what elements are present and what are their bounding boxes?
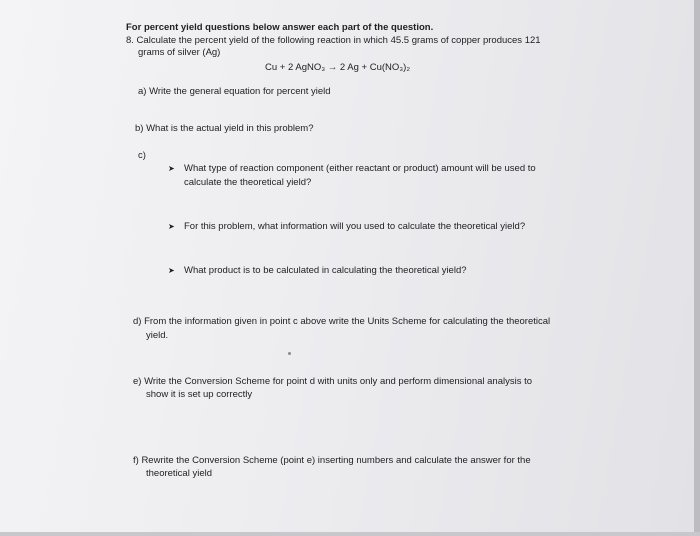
- stray-mark: [288, 352, 291, 355]
- question-c3: What product is to be calculated in calculating the theoretical yield?: [184, 265, 467, 276]
- question-e-line-1: e) Write the Conversion Scheme for point d with units only and perform dimensional analysis to: [133, 376, 533, 387]
- arrowhead-bullet-icon: ➤: [168, 222, 175, 231]
- page-bottom-edge: [0, 532, 700, 536]
- question-d-line-2: yield.: [146, 330, 169, 341]
- arrowhead-bullet-icon: ➤: [168, 266, 175, 275]
- question-b: b) What is the actual yield in this problem?: [135, 123, 314, 134]
- reaction-equation: Cu + 2 AgNO₃ → 2 Ag + Cu(NO₃)₂: [265, 62, 411, 73]
- page-edge-shadow: [694, 0, 700, 536]
- question-e-line-2: show it is set up correctly: [146, 389, 253, 400]
- arrowhead-bullet-icon: ➤: [168, 164, 175, 173]
- problem-line-2: grams of silver (Ag): [138, 47, 221, 58]
- question-f-line-1: f) Rewrite the Conversion Scheme (point e) inserting numbers and calculate the answer for the: [133, 455, 531, 466]
- heading: For percent yield questions below answer each part of the question.: [126, 22, 434, 33]
- question-d-line-1: d) From the information given in point c above write the Units Scheme for calculating the theoretical: [133, 316, 551, 327]
- question-c-label: c): [138, 150, 146, 161]
- question-c1-line-2: calculate the theoretical yield?: [184, 177, 312, 188]
- question-c2: For this problem, what information will you used to calculate the theoretical yield?: [184, 221, 526, 232]
- problem-line-1: 8. Calculate the percent yield of the following reaction in which 45.5 grams of copper produces 121: [126, 35, 541, 46]
- question-c1-line-1: What type of reaction component (either reactant or product) amount will be used to: [184, 163, 536, 174]
- question-a: a) Write the general equation for percent yield: [138, 86, 331, 97]
- question-f-line-2: theoretical yield: [146, 468, 213, 479]
